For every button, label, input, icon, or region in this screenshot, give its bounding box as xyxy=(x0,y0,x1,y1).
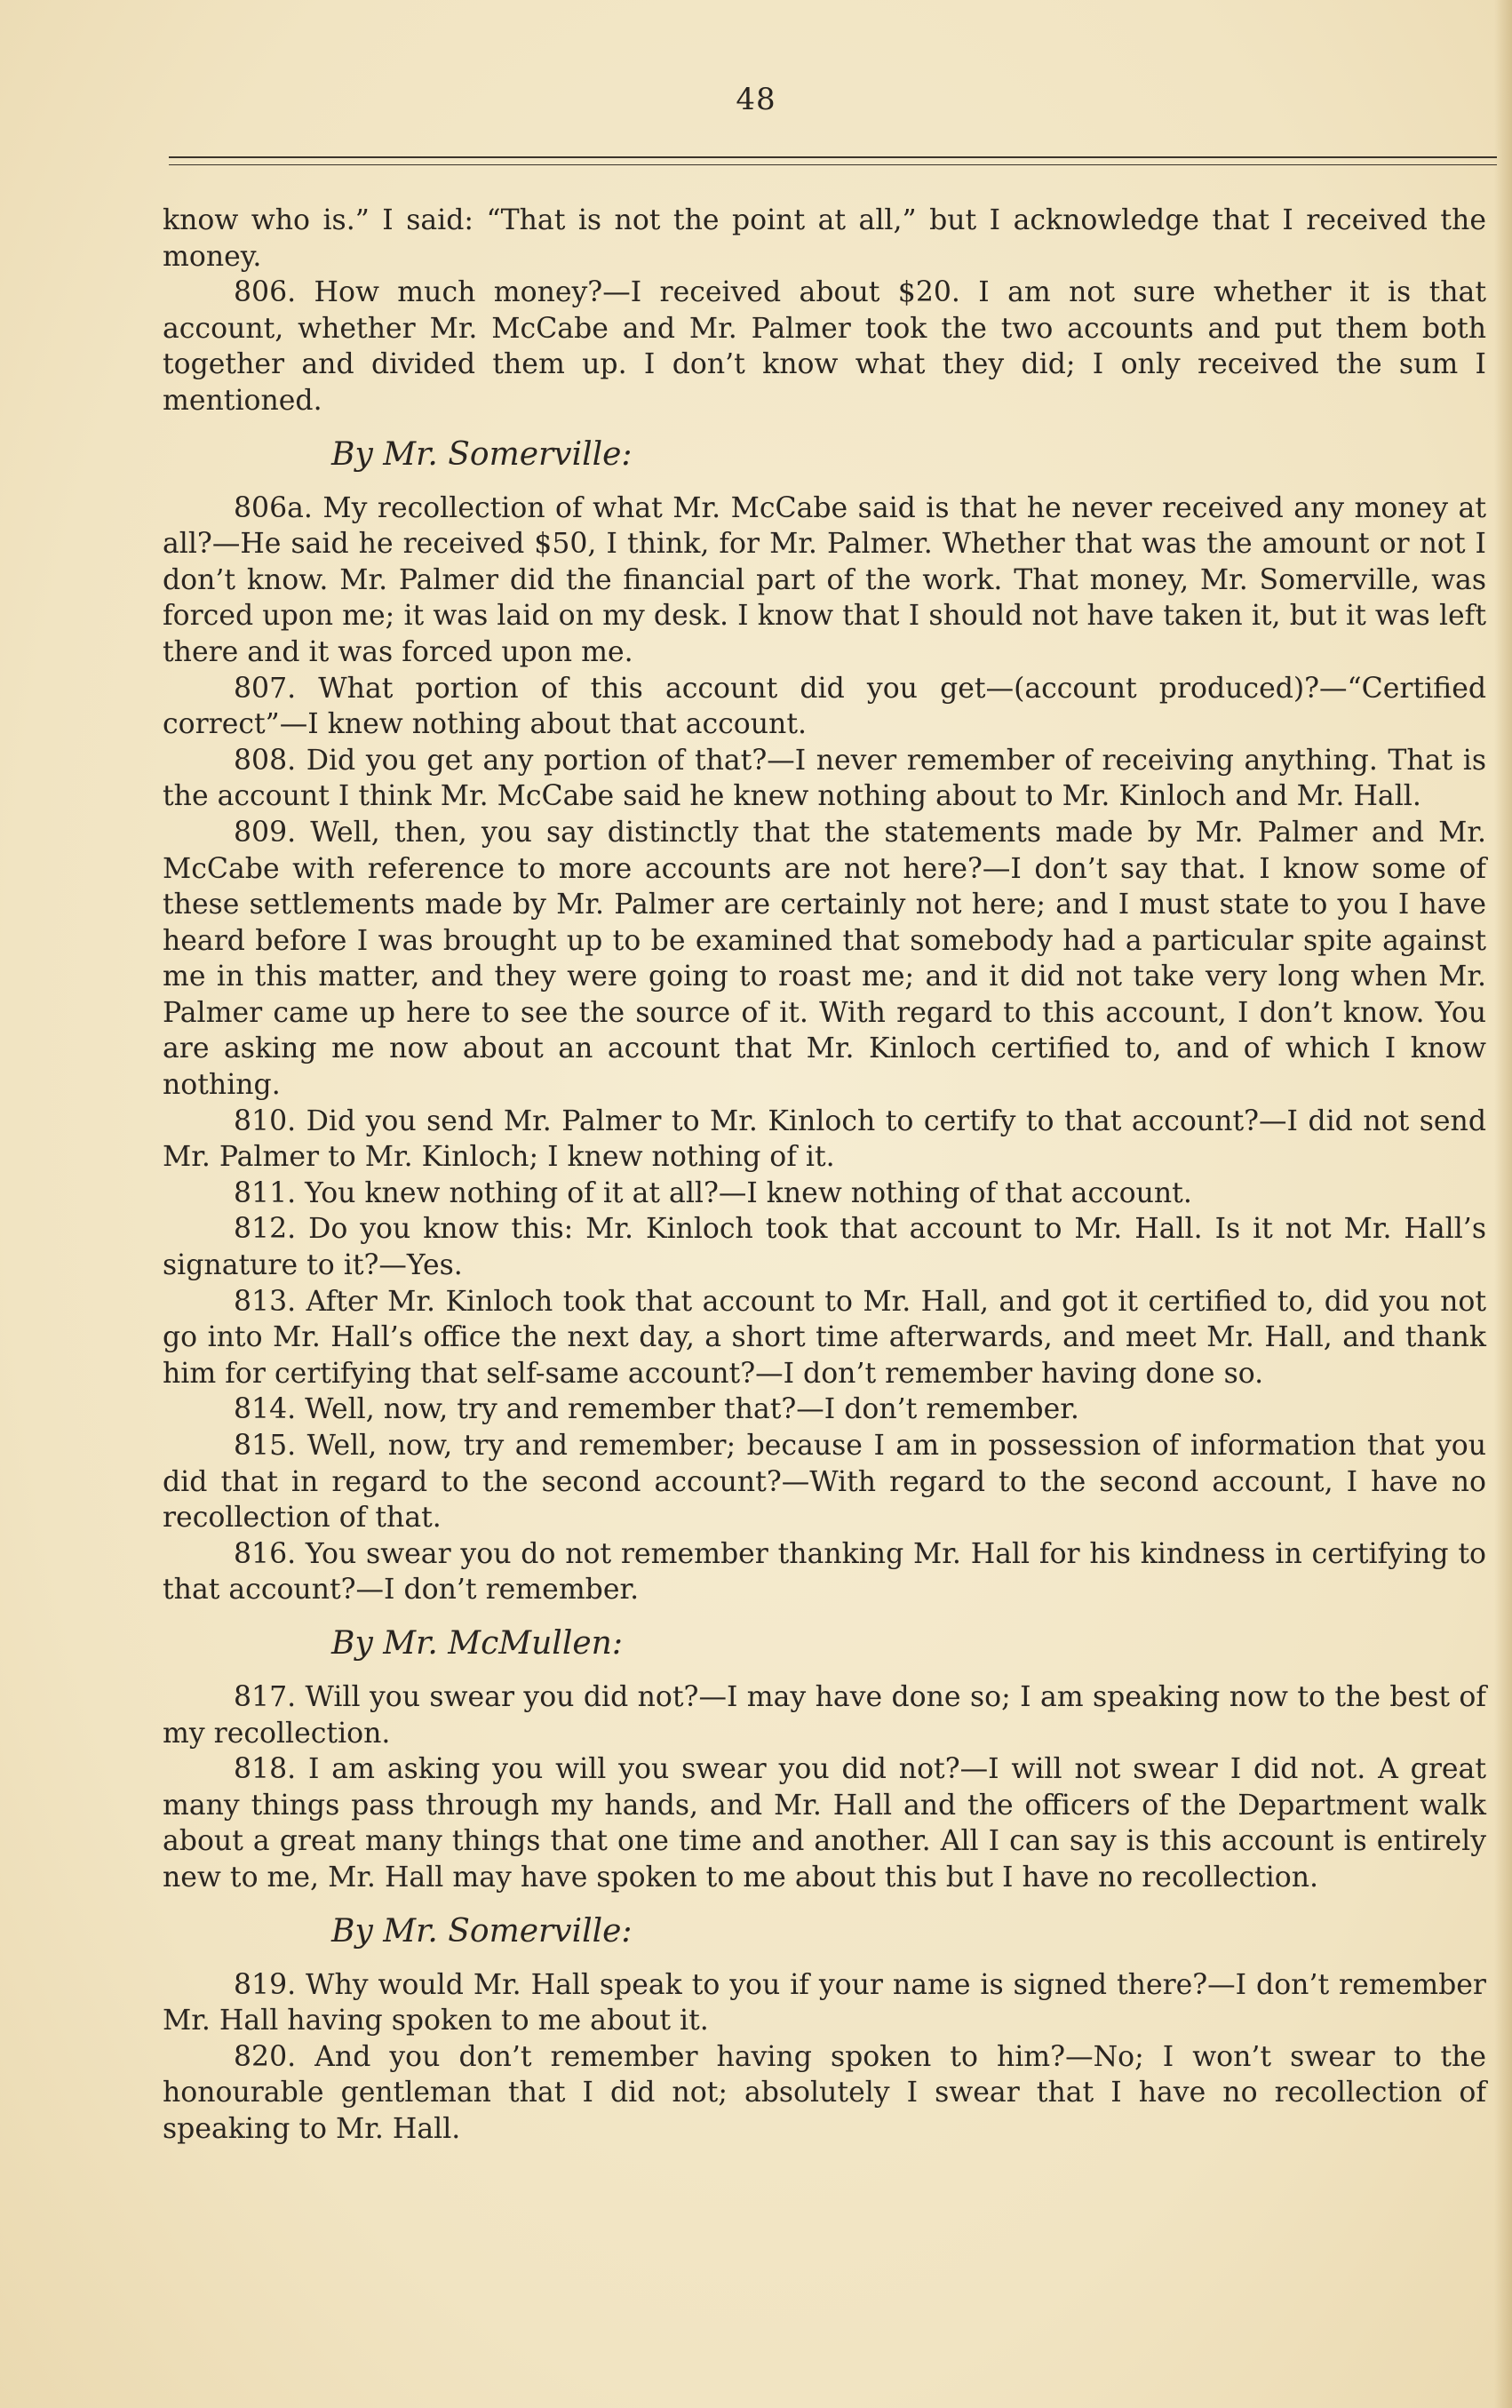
header-rule xyxy=(169,156,1497,169)
testimony-paragraph: 814. Well, now, try and remember that?—I don’t remember. xyxy=(234,1393,1079,1426)
testimony-paragraph: 813. After Mr. Kinloch took that account to Mr. Hall, and got it certified to, did you not go into Mr. Hall’s office the next day, a short time afterwards, and meet Mr. Hall, and thank him for certifying that self-same account?—I don’t remember having done so. xyxy=(163,1285,1486,1390)
testimony-paragraph: 818. I am asking you will you swear you did not?—I will not swear I did not. A great many things pass through my hands, and Mr. Hall and the officers of the Department walk about a great many things that one time and another. All I can say is this account is entirely new to me, Mr. Hall may have spoken to me about this but I have no recollection. xyxy=(163,1753,1486,1894)
testimony-paragraph: 806a. My recollection of what Mr. McCabe said is that he never received any money at all?—He said he received $50, I think, for Mr. Palmer. Whether that was the amount or not I don’t know. Mr. Palmer did the financial part of the work. That money, Mr. Somerville, was forced upon me; it was laid on my desk. I know that I should not have taken it, but it was left there and it was forced upon me. xyxy=(163,491,1486,668)
examiner-heading: By Mr. Somerville: xyxy=(331,1912,633,1950)
testimony-paragraph: 816. You swear you do not remember thanking Mr. Hall for his kindness in certifying to that account?—I don’t remember. xyxy=(163,1537,1486,1607)
testimony-paragraph: 807. What portion of this account did you get—(account produced)?—“Certified correct”—I knew nothing about that account. xyxy=(163,672,1486,741)
testimony-text xyxy=(163,203,1486,2148)
testimony-paragraph: 809. Well, then, you say distinctly that the statements made by Mr. Palmer and Mr. McCabe with reference to more accounts are not here?—I don’t say that. I know some of these settlements made by Mr. Palmer are certainly not here; and I must state to you I have heard before I was brought up to be examined that somebody had a particular spite against me in this matter, and they were going to roast me; and it did not take very long when Mr. Palmer came up here to see the source of it. With regard to this account, I don’t know. You are asking me now about an account that Mr. Kinloch certified to, and of which I know nothing. xyxy=(163,816,1486,1102)
testimony-paragraph: 812. Do you know this: Mr. Kinloch took that account to Mr. Hall. Is it not Mr. Hall’s signature to it?—Yes. xyxy=(163,1213,1486,1282)
header-rule-bottom xyxy=(169,164,1497,165)
page-edge-shadow xyxy=(1494,0,1512,2408)
testimony-paragraph: 808. Did you get any portion of that?—I never remember of receiving anything. That is the account I think Mr. McCabe said he knew nothing about to Mr. Kinloch and Mr. Hall. xyxy=(163,744,1486,813)
testimony-paragraph: 810. Did you send Mr. Palmer to Mr. Kinloch to certify to that account?—I did not send Mr. Palmer to Mr. Kinloch; I knew nothing of it. xyxy=(163,1104,1486,1174)
testimony-paragraph: 806. How much money?—I received about $20. I am not sure whether it is that account, whether Mr. McCabe and Mr. Palmer took the two accounts and put them both together and divided them up. I don’t know what they did; I only received the sum I mentioned. xyxy=(163,276,1486,417)
testimony-paragraph: 817. Will you swear you did not?—I may have done so; I am speaking now to the best of my recollection. xyxy=(163,1680,1486,1750)
header-rule-top xyxy=(169,156,1497,158)
testimony-paragraph: 819. Why would Mr. Hall speak to you if your name is signed there?—I don’t remember Mr. Hall having spoken to me about it. xyxy=(163,1968,1486,2037)
page-number: 48 xyxy=(736,82,776,117)
continued-paragraph: know who is.” I said: “That is not the point at all,” but I acknowledge that I received the money. xyxy=(163,204,1486,273)
testimony-paragraph: 811. You knew nothing of it at all?—I knew nothing of that account. xyxy=(234,1176,1192,1209)
examiner-heading: By Mr. Somerville: xyxy=(331,435,633,473)
examiner-heading: By Mr. McMullen: xyxy=(331,1624,623,1662)
testimony-paragraph: 815. Well, now, try and remember; because I am in possession of information that you did that in regard to the second account?—With regard to the second account, I have no recollection of that. xyxy=(163,1430,1486,1535)
testimony-paragraph: 820. And you don’t remember having spoken to him?—No; I won’t swear to the honourable gentleman that I did not; absolutely I swear that I have no recollection of speaking to Mr. Hall. xyxy=(163,2040,1486,2145)
